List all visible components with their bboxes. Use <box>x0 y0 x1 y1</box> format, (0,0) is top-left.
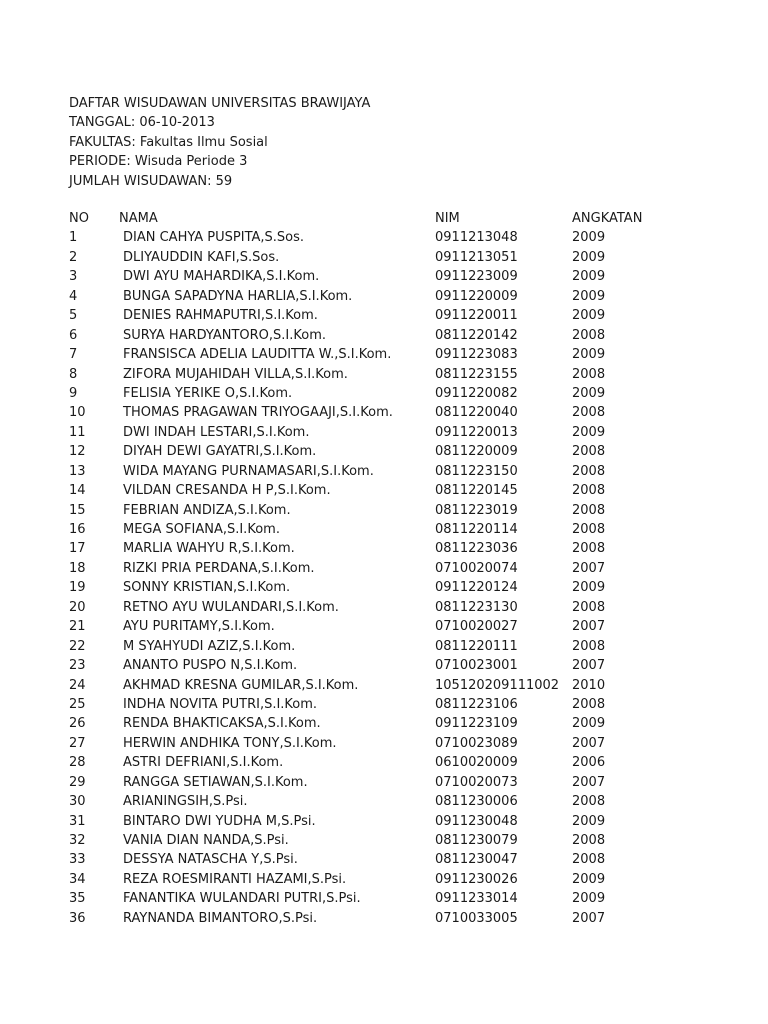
student-nim: 0911220013 <box>435 424 518 440</box>
graduate-angkatan: 2009 <box>572 385 606 401</box>
row-number: 7 <box>69 347 78 363</box>
graduate-name: SURYA HARDYANTORO,S.I.Kom. <box>123 327 327 343</box>
student-nim: 0811230047 <box>435 852 518 868</box>
graduate-name: VANIA DIAN NANDA,S.Psi. <box>123 833 289 848</box>
graduate-angkatan: 2006 <box>572 755 606 771</box>
graduate-angkatan: 2009 <box>572 424 606 440</box>
graduate-angkatan: 2007 <box>572 560 606 576</box>
student-nim: 0911213051 <box>435 249 518 265</box>
student-nim: 0911213048 <box>435 230 518 246</box>
graduate-angkatan: 2009 <box>572 249 606 265</box>
graduate-angkatan: 2008 <box>572 794 606 810</box>
table-row <box>69 267 749 286</box>
row-number: 10 <box>69 405 86 421</box>
graduate-name: BINTARO DWI YUDHA M,S.Psi. <box>123 813 316 829</box>
graduate-angkatan: 2008 <box>572 327 606 343</box>
graduate-angkatan: 2007 <box>572 735 606 751</box>
row-number: 12 <box>69 444 86 460</box>
table-row <box>69 520 749 539</box>
graduate-angkatan: 2008 <box>572 366 606 382</box>
graduate-name: RAYNANDA BIMANTORO,S.Psi. <box>123 910 318 926</box>
table-row <box>69 423 749 442</box>
row-number: 18 <box>69 560 86 576</box>
row-number: 5 <box>69 308 78 324</box>
table-row <box>69 889 749 908</box>
graduate-name: FANANTIKA WULANDARI PUTRI,S.Psi. <box>123 891 361 907</box>
table-row <box>69 734 749 753</box>
table-row <box>69 248 749 267</box>
row-number: 11 <box>69 424 86 440</box>
table-row <box>69 578 749 597</box>
column-header-nama: NAMA <box>119 211 158 226</box>
table-row <box>69 870 749 889</box>
row-number: 8 <box>69 366 78 382</box>
student-nim: 0811223150 <box>435 463 518 479</box>
table-row <box>69 384 749 403</box>
row-number: 19 <box>69 580 86 596</box>
graduate-name: FELISIA YERIKE O,S.I.Kom. <box>123 385 293 401</box>
graduate-name: DWI INDAH LESTARI,S.I.Kom. <box>123 424 310 440</box>
graduate-angkatan: 2008 <box>572 599 606 615</box>
row-number: 17 <box>69 541 86 557</box>
row-number: 25 <box>69 696 86 712</box>
table-row <box>69 559 749 578</box>
student-nim: 0911230048 <box>435 813 518 829</box>
graduate-name: THOMAS PRAGAWAN TRIYOGAAJI,S.I.Kom. <box>123 405 393 421</box>
graduate-name: AYU PURITAMY,S.I.Kom. <box>123 619 275 635</box>
row-number: 4 <box>69 288 78 304</box>
student-nim: 0811223155 <box>435 366 518 382</box>
row-number: 23 <box>69 658 86 674</box>
graduate-name: WIDA MAYANG PURNAMASARI,S.I.Kom. <box>123 463 374 479</box>
table-row <box>69 909 749 928</box>
student-nim: 0811223106 <box>435 696 518 712</box>
table-row <box>69 637 749 656</box>
student-nim: 0811223019 <box>435 502 518 518</box>
graduate-table <box>69 209 749 928</box>
faculty-line: FAKULTAS: Fakultas Ilmu Sosial <box>69 134 268 150</box>
graduate-name: ARIANINGSIH,S.Psi. <box>123 794 248 810</box>
table-row <box>69 850 749 869</box>
table-row <box>69 753 749 772</box>
graduate-angkatan: 2009 <box>572 288 606 304</box>
table-header-row <box>69 209 749 228</box>
row-number: 24 <box>69 677 86 693</box>
graduate-name: MEGA SOFIANA,S.I.Kom. <box>123 522 280 537</box>
graduate-name: FEBRIAN ANDIZA,S.I.Kom. <box>123 502 291 518</box>
graduate-angkatan: 2008 <box>572 852 606 868</box>
graduate-name: RANGGA SETIAWAN,S.I.Kom. <box>123 774 308 790</box>
graduate-angkatan: 2009 <box>572 230 606 246</box>
row-number: 26 <box>69 716 86 732</box>
student-nim: 0811230079 <box>435 833 518 848</box>
graduate-name: REZA ROESMIRANTI HAZAMI,S.Psi. <box>123 871 347 887</box>
graduate-name: DESSYA NATASCHA Y,S.Psi. <box>123 852 298 868</box>
student-nim: 0811230006 <box>435 794 518 810</box>
table-row <box>69 714 749 733</box>
graduate-name: ZIFORA MUJAHIDAH VILLA,S.I.Kom. <box>123 366 348 382</box>
table-row <box>69 656 749 675</box>
table-row <box>69 773 749 792</box>
graduate-name: DWI AYU MAHARDIKA,S.I.Kom. <box>123 269 320 285</box>
student-nim: 0710020074 <box>435 560 518 576</box>
graduate-angkatan: 2007 <box>572 774 606 790</box>
table-row <box>69 442 749 461</box>
student-nim: 0911223083 <box>435 347 518 363</box>
row-number: 31 <box>69 813 86 829</box>
row-number: 35 <box>69 891 86 907</box>
column-header-no: NO <box>69 211 89 226</box>
graduate-count-line: JUMLAH WISUDAWAN: 59 <box>69 173 233 189</box>
table-row <box>69 539 749 558</box>
table-row <box>69 831 749 850</box>
table-row <box>69 306 749 325</box>
graduate-angkatan: 2008 <box>572 638 606 654</box>
row-number: 16 <box>69 522 86 537</box>
table-row <box>69 481 749 500</box>
graduate-angkatan: 2009 <box>572 813 606 829</box>
graduate-name: ANANTO PUSPO N,S.I.Kom. <box>123 658 298 674</box>
student-nim: 0710033005 <box>435 910 518 926</box>
graduate-name: SONNY KRISTIAN,S.I.Kom. <box>123 580 291 596</box>
graduate-name: HERWIN ANDHIKA TONY,S.I.Kom. <box>123 735 337 751</box>
graduate-angkatan: 2008 <box>572 405 606 421</box>
row-number: 3 <box>69 269 78 285</box>
graduate-name: DIAN CAHYA PUSPITA,S.Sos. <box>123 230 305 246</box>
row-number: 14 <box>69 483 86 499</box>
graduate-name: DENIES RAHMAPUTRI,S.I.Kom. <box>123 308 318 324</box>
row-number: 36 <box>69 910 86 926</box>
graduate-name: FRANSISCA ADELIA LAUDITTA W.,S.I.Kom. <box>123 347 392 363</box>
table-row <box>69 695 749 714</box>
student-nim: 0811220142 <box>435 327 518 343</box>
graduate-angkatan: 2009 <box>572 580 606 596</box>
student-nim: 0710023089 <box>435 735 518 751</box>
graduate-name: INDHA NOVITA PUTRI,S.I.Kom. <box>123 696 318 712</box>
row-number: 28 <box>69 755 86 771</box>
table-row <box>69 228 749 247</box>
student-nim: 0911220011 <box>435 308 518 324</box>
table-row <box>69 403 749 422</box>
graduate-angkatan: 2009 <box>572 716 606 732</box>
student-nim: 0811220009 <box>435 444 518 460</box>
student-nim: 0710020027 <box>435 619 518 635</box>
row-number: 15 <box>69 502 86 518</box>
graduate-angkatan: 2008 <box>572 483 606 499</box>
column-header-angkatan: ANGKATAN <box>572 211 643 226</box>
graduate-name: RETNO AYU WULANDARI,S.I.Kom. <box>123 599 339 615</box>
table-row <box>69 345 749 364</box>
document-title: DAFTAR WISUDAWAN UNIVERSITAS BRAWIJAYA <box>69 96 371 111</box>
period-line: PERIODE: Wisuda Periode 3 <box>69 154 248 170</box>
student-nim: 0911220009 <box>435 288 518 304</box>
graduate-angkatan: 2008 <box>572 541 606 557</box>
row-number: 21 <box>69 619 86 635</box>
table-row <box>69 676 749 695</box>
table-row <box>69 812 749 831</box>
row-number: 9 <box>69 385 78 401</box>
column-header-nim: NIM <box>435 211 460 226</box>
table-row <box>69 617 749 636</box>
row-number: 6 <box>69 327 78 343</box>
student-nim: 0710023001 <box>435 658 518 674</box>
graduate-name: RIZKI PRIA PERDANA,S.I.Kom. <box>123 560 315 576</box>
student-nim: 0911220124 <box>435 580 518 596</box>
student-nim: 0911230026 <box>435 871 518 887</box>
row-number: 29 <box>69 774 86 790</box>
row-number: 2 <box>69 249 78 265</box>
student-nim: 0811223036 <box>435 541 518 557</box>
graduate-name: AKHMAD KRESNA GUMILAR,S.I.Kom. <box>123 677 359 693</box>
graduate-name: BUNGA SAPADYNA HARLIA,S.I.Kom. <box>123 288 353 304</box>
student-nim: 0811220145 <box>435 483 518 499</box>
graduate-angkatan: 2010 <box>572 677 606 693</box>
graduate-name: VILDAN CRESANDA H P,S.I.Kom. <box>123 483 331 499</box>
student-nim: 0911220082 <box>435 385 518 401</box>
row-number: 1 <box>69 230 78 246</box>
student-nim: 0811220114 <box>435 522 518 537</box>
graduate-name: DIYAH DEWI GAYATRI,S.I.Kom. <box>123 444 317 460</box>
graduate-name: ASTRI DEFRIANI,S.I.Kom. <box>123 755 284 771</box>
table-row <box>69 792 749 811</box>
row-number: 22 <box>69 638 86 654</box>
graduate-angkatan: 2008 <box>572 833 606 848</box>
row-number: 20 <box>69 599 86 615</box>
graduate-angkatan: 2008 <box>572 463 606 479</box>
student-nim: 0710020073 <box>435 774 518 790</box>
graduate-name: RENDA BHAKTICAKSA,S.I.Kom. <box>123 716 321 732</box>
student-nim: 0911223109 <box>435 716 518 732</box>
table-row <box>69 462 749 481</box>
graduate-angkatan: 2009 <box>572 308 606 324</box>
date-line: TANGGAL: 06-10-2013 <box>69 115 215 131</box>
graduate-angkatan: 2007 <box>572 619 606 635</box>
graduate-angkatan: 2009 <box>572 871 606 887</box>
student-nim: 0811220111 <box>435 638 518 654</box>
graduate-name: MARLIA WAHYU R,S.I.Kom. <box>123 541 295 557</box>
row-number: 34 <box>69 871 86 887</box>
graduate-angkatan: 2008 <box>572 444 606 460</box>
graduate-angkatan: 2008 <box>572 522 606 537</box>
row-number: 27 <box>69 735 86 751</box>
student-nim: 0911223009 <box>435 269 518 285</box>
student-nim: 0811220040 <box>435 405 518 421</box>
graduate-angkatan: 2007 <box>572 658 606 674</box>
table-row <box>69 287 749 306</box>
graduate-angkatan: 2008 <box>572 502 606 518</box>
row-number: 32 <box>69 833 86 848</box>
table-row <box>69 598 749 617</box>
table-row <box>69 365 749 384</box>
student-nim: 0610020009 <box>435 755 518 771</box>
document-header <box>69 94 370 191</box>
table-row <box>69 326 749 345</box>
graduate-name: DLIYAUDDIN KAFI,S.Sos. <box>123 249 280 265</box>
graduate-angkatan: 2007 <box>572 910 606 926</box>
student-nim: 0811223130 <box>435 599 518 615</box>
graduate-angkatan: 2009 <box>572 347 606 363</box>
graduate-name: M SYAHYUDI AZIZ,S.I.Kom. <box>123 638 296 654</box>
student-nim: 0911233014 <box>435 891 518 907</box>
graduate-angkatan: 2009 <box>572 269 606 285</box>
graduate-angkatan: 2009 <box>572 891 606 907</box>
row-number: 33 <box>69 852 86 868</box>
table-row <box>69 501 749 520</box>
student-nim: 105120209111002 <box>435 677 560 693</box>
row-number: 13 <box>69 463 86 479</box>
graduate-angkatan: 2008 <box>572 696 606 712</box>
row-number: 30 <box>69 794 86 810</box>
